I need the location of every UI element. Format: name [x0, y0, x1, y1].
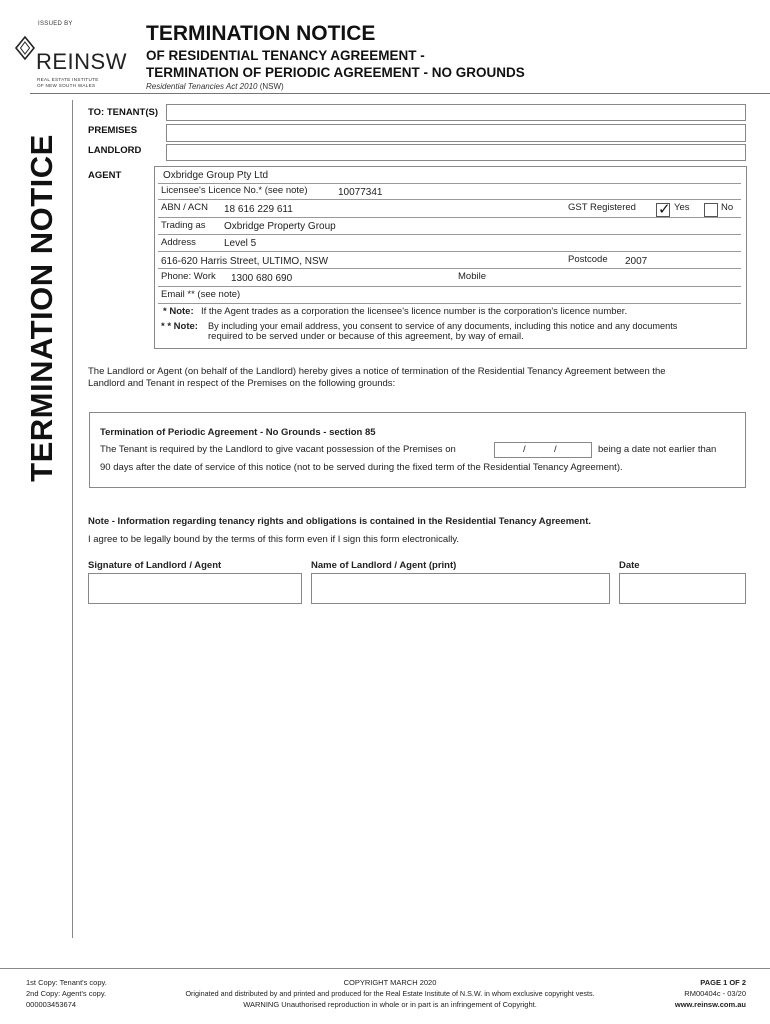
print-name-label: Name of Landlord / Agent (print) [311, 560, 457, 571]
note2-key: * * Note: [161, 321, 198, 332]
landlord-field[interactable] [166, 144, 746, 161]
agent-row-divider [158, 183, 741, 184]
side-title: TERMINATION NOTICE [24, 134, 59, 482]
tenant-field[interactable] [166, 104, 746, 121]
abn-field[interactable]: 18 616 229 611 [224, 204, 293, 215]
signature-label: Signature of Landlord / Agent [88, 560, 222, 571]
date-separator: / [554, 444, 557, 455]
agent-row-divider [158, 199, 741, 200]
phone-work-field[interactable]: 1300 680 690 [231, 273, 293, 284]
reinsw-logo: REINSW [36, 49, 127, 74]
act-reference: Residential Tenancies Act 2010 (NSW) [146, 82, 284, 91]
grounds-text-line1-end: being a date not earlier than [598, 444, 717, 455]
note1-text: If the Agent trades as a corporation the licensee's licence number is the corporation's licence number. [201, 306, 628, 317]
agent-name-field[interactable]: Oxbridge Group Pty Ltd [163, 170, 269, 181]
footer-divider [0, 968, 770, 969]
vacate-date-field[interactable] [494, 442, 592, 458]
licence-label: Licensee's Licence No.* (see note) [161, 185, 308, 196]
intro-paragraph: The Landlord or Agent (on behalf of the Landlord) hereby gives a notice of termination of the Residential Tenancy Agreement between the Landlord and Tenant in respect of the Premises on the following grounds: [88, 366, 666, 389]
agent-row-divider [158, 234, 741, 235]
licence-number-field[interactable]: 10077341 [338, 187, 383, 198]
gst-yes-label: Yes [674, 202, 690, 213]
gst-registered-label: GST Registered [568, 202, 636, 213]
signature-date-field[interactable] [619, 573, 746, 604]
grounds-text-line1: The Tenant is required by the Landlord to give vacant possession of the Premises on [100, 444, 456, 455]
postcode-label: Postcode [568, 254, 608, 265]
checkmark-icon: ✓ [658, 201, 671, 218]
note2-text-line1: By including your email address, you consent to service of any documents, including this notice and any documents [208, 321, 678, 331]
note2-text-line2: required to be served under or because of this agreement, by way of email. [208, 331, 524, 342]
note1-key: * Note: [163, 306, 194, 317]
grounds-text-line2: 90 days after the date of service of this notice (not to be served during the fixed term of the Residential Tenancy Agreement). [100, 462, 623, 473]
agent-label: AGENT [88, 170, 122, 181]
footer-copies: 1st Copy: Tenant's copy. 2nd Copy: Agent's copy. 000003453674 [26, 978, 107, 1009]
reinsw-logo-diamond-icon [12, 35, 38, 61]
margin-line [72, 100, 73, 938]
premises-label: PREMISES [88, 125, 138, 136]
phone-work-label: Phone: Work [161, 271, 216, 282]
premises-field[interactable] [166, 124, 746, 142]
reinsw-logo-subtitle: REAL ESTATE INSTITUTE OF NEW SOUTH WALES [37, 77, 99, 88]
trading-as-label: Trading as [161, 220, 206, 231]
address-line1-field[interactable]: Level 5 [224, 238, 257, 249]
agent-row-divider [158, 303, 741, 304]
gst-no-label: No [721, 202, 734, 213]
address-label: Address [161, 237, 196, 248]
info-note: Note - Information regarding tenancy rights and obligations is contained in the Residential Tenancy Agreement. [88, 516, 592, 527]
grounds-heading: Termination of Periodic Agreement - No Grounds - section 85 [100, 427, 376, 438]
agree-statement: I agree to be legally bound by the terms of this form even if I sign this form electronically. [88, 534, 460, 545]
header-divider [30, 93, 770, 94]
document-subtitle: OF RESIDENTIAL TENANCY AGREEMENT - TERMINATION OF PERIODIC AGREEMENT - NO GROUNDS [146, 48, 525, 80]
abn-label: ABN / ACN [161, 202, 208, 213]
postcode-field[interactable]: 2007 [625, 256, 648, 267]
email-label: Email ** (see note) [161, 289, 241, 300]
agent-row-divider [158, 268, 741, 269]
mobile-label: Mobile [458, 271, 486, 282]
gst-no-checkbox[interactable] [704, 203, 718, 217]
agent-row-divider [158, 217, 741, 218]
agent-row-divider [158, 251, 741, 252]
trading-as-field[interactable]: Oxbridge Property Group [224, 221, 336, 232]
footer-copyright: COPYRIGHT MARCH 2020 Originated and distributed by and printed and produced for the Real Estate Institute of N.S.W. in whom exclusive copyright vests. WARNING Unauthorised reproduction in whole or in part is an infringement of Copyright. [185, 978, 595, 1009]
date-separator: / [523, 444, 526, 455]
address-line2-field[interactable]: 616-620 Harris Street, ULTIMO, NSW [161, 256, 329, 267]
agent-row-divider [158, 286, 741, 287]
issued-by-label: ISSUED BY [38, 21, 73, 27]
document-title: TERMINATION NOTICE [146, 22, 376, 45]
footer-page-info: PAGE 1 OF 2 RM00404c - 03/20 www.reinsw.com.au [674, 978, 746, 1009]
tenant-label: TO: TENANT(S) [88, 107, 159, 118]
landlord-label: LANDLORD [88, 145, 142, 156]
print-name-field[interactable] [311, 573, 610, 604]
gst-yes-checkbox[interactable] [656, 203, 670, 217]
signature-field[interactable] [88, 573, 302, 604]
date-label: Date [619, 560, 640, 571]
